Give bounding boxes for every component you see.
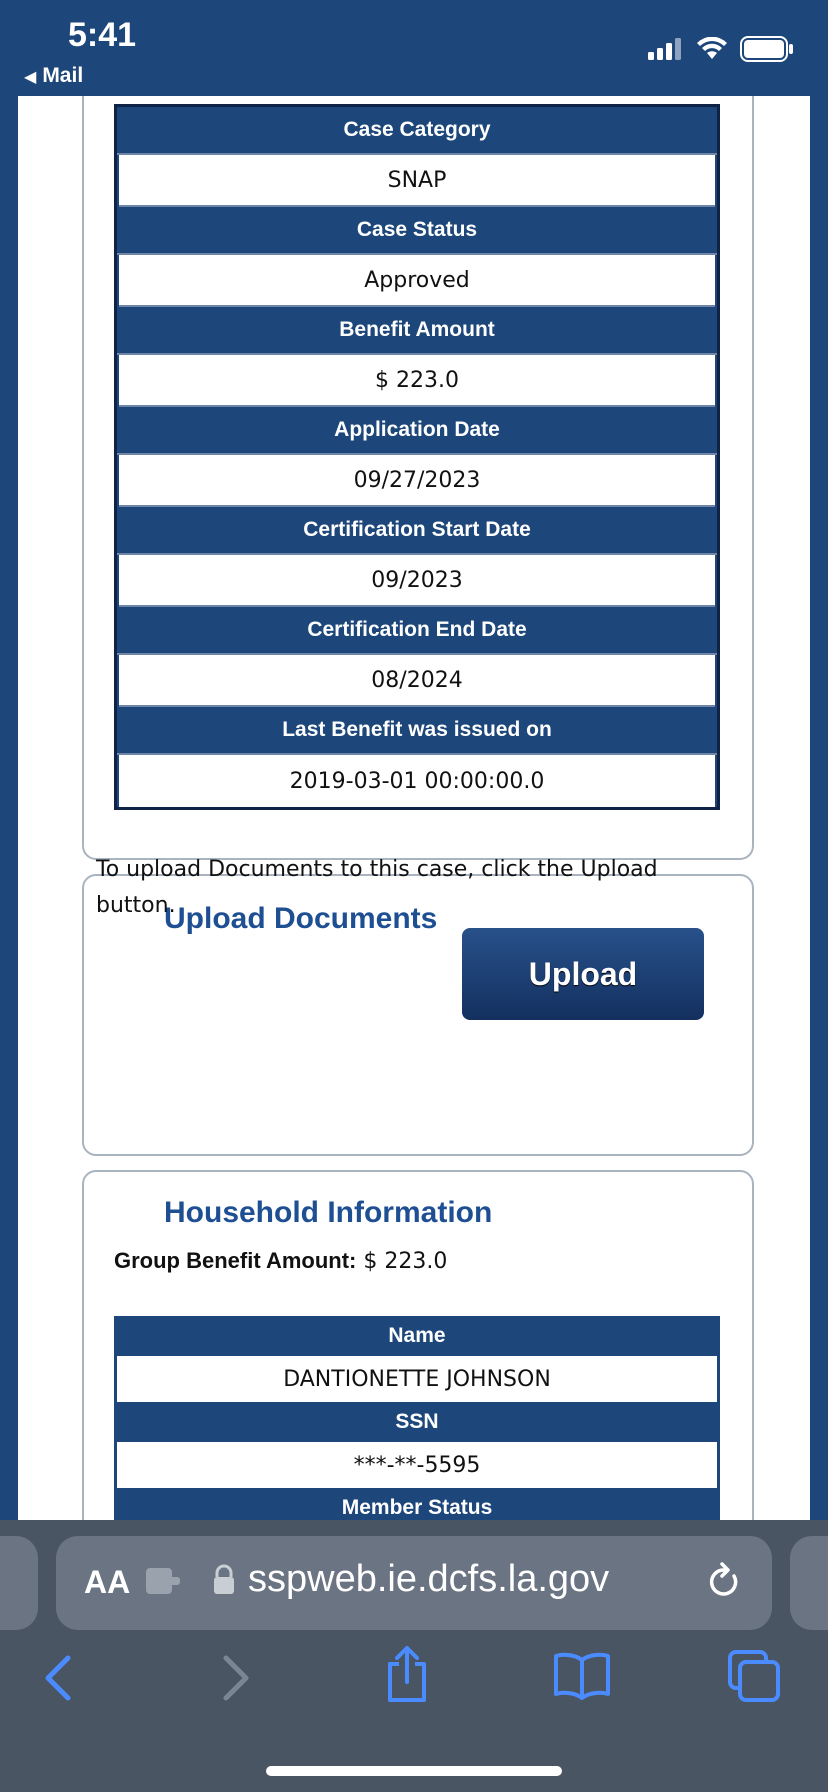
share-icon[interactable] <box>382 1644 432 1704</box>
case-status-value: Approved <box>119 255 715 307</box>
home-indicator[interactable] <box>266 1766 562 1776</box>
group-benefit-label: Group Benefit Amount: <box>114 1248 357 1273</box>
url-text[interactable]: sspweb.ie.dcfs.la.gov <box>248 1558 610 1600</box>
reload-icon[interactable] <box>704 1560 744 1604</box>
cert-end-value: 08/2024 <box>119 655 715 707</box>
back-triangle-icon: ◀ <box>24 69 37 86</box>
last-benefit-header: Last Benefit was issued on <box>117 707 717 755</box>
cert-start-header: Certification Start Date <box>117 507 717 555</box>
case-status-header: Case Status <box>117 207 717 255</box>
last-benefit-value: 2019-03-01 00:00:00.0 <box>119 755 715 807</box>
back-icon[interactable] <box>40 1650 76 1706</box>
upload-instructions: To upload Documents to this case, click the Upload button. <box>96 857 658 918</box>
name-value: DANTIONETTE JOHNSON <box>117 1356 717 1402</box>
name-header: Name <box>388 1324 446 1347</box>
page-settings-button[interactable]: AA <box>84 1564 131 1600</box>
previous-tab-pill[interactable] <box>0 1536 38 1630</box>
case-category-header: Case Category <box>117 107 717 155</box>
extension-icon[interactable] <box>144 1566 184 1596</box>
ssn-header: SSN <box>395 1410 439 1433</box>
cellular-signal-icon <box>648 38 684 60</box>
bookmarks-icon[interactable] <box>552 1650 612 1700</box>
status-bar <box>0 0 828 96</box>
status-time: 5:41 <box>68 16 137 54</box>
tabs-icon[interactable] <box>726 1648 782 1704</box>
member-status-header: Member Status <box>341 1496 493 1519</box>
wifi-icon <box>696 37 728 61</box>
household-table <box>114 1316 720 1520</box>
case-category-value: SNAP <box>119 155 715 207</box>
address-bar[interactable] <box>56 1536 772 1630</box>
status-icons <box>648 36 794 62</box>
back-to-mail[interactable] <box>24 64 83 88</box>
application-date-header: Application Date <box>117 407 717 455</box>
upload-button[interactable]: Upload <box>462 928 704 1020</box>
group-benefit-value: $ 223.0 <box>363 1249 448 1274</box>
cert-end-header: Certification End Date <box>117 607 717 655</box>
ssn-value: ***-**-5595 <box>117 1442 717 1488</box>
battery-icon <box>740 36 794 62</box>
application-date-value: 09/27/2023 <box>119 455 715 507</box>
back-label: Mail <box>42 64 84 87</box>
household-information-title: Household Information <box>164 1196 493 1229</box>
benefit-amount-header: Benefit Amount <box>117 307 717 355</box>
benefit-amount-value: $ 223.0 <box>119 355 715 407</box>
lock-icon <box>212 1564 236 1596</box>
upload-documents-title: Upload Documents <box>164 902 438 935</box>
safari-toolbar <box>0 1520 828 1792</box>
cert-start-value: 09/2023 <box>119 555 715 607</box>
forward-icon[interactable] <box>218 1650 254 1706</box>
web-page[interactable] <box>18 96 810 1520</box>
group-benefit-amount <box>114 1248 447 1274</box>
next-tab-pill[interactable] <box>790 1536 828 1630</box>
case-details-table <box>114 104 720 810</box>
